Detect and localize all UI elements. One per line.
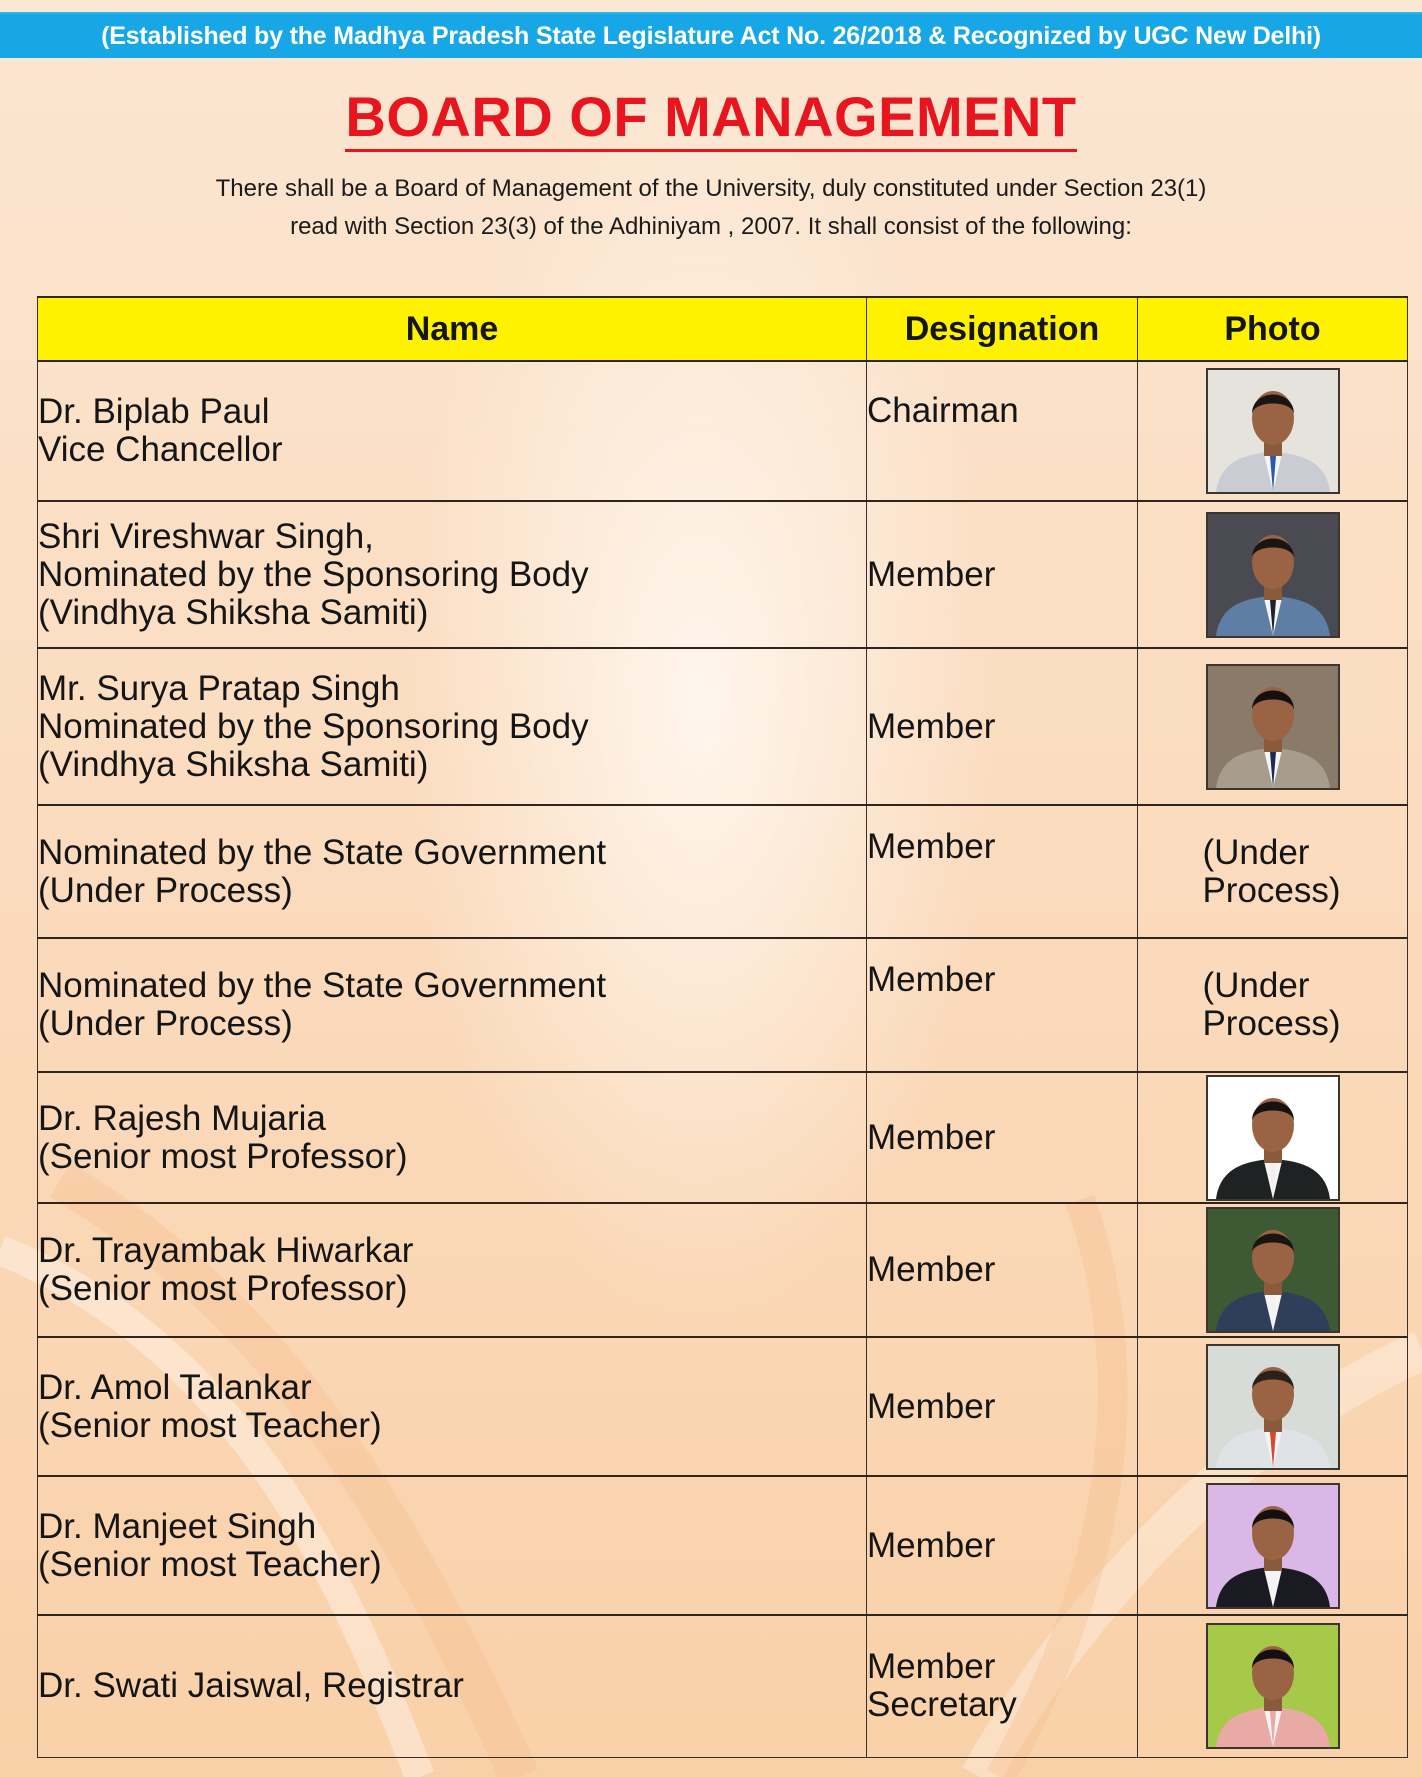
person-portrait-icon bbox=[1208, 1485, 1338, 1607]
intro-paragraph bbox=[100, 170, 1322, 246]
table-row bbox=[38, 1072, 1408, 1203]
table-row bbox=[38, 938, 1408, 1072]
member-photo-cell bbox=[1138, 1615, 1408, 1757]
member-name-cell bbox=[38, 1476, 867, 1615]
table-header-row bbox=[38, 297, 1408, 361]
member-photo-cell bbox=[1138, 938, 1408, 1072]
member-name: Dr. Rajesh Mujaria bbox=[38, 1098, 326, 1138]
member-photo bbox=[1206, 512, 1340, 638]
photo-status-text: (Under bbox=[1202, 832, 1310, 872]
board-table bbox=[37, 296, 1408, 1758]
member-designation: Member bbox=[867, 1250, 996, 1289]
table-row bbox=[38, 1337, 1408, 1476]
photo-under-process bbox=[1202, 967, 1340, 1043]
header-name: Name bbox=[38, 297, 867, 361]
photo-status-text: Process) bbox=[1202, 870, 1341, 910]
member-designation: Member bbox=[867, 960, 996, 999]
member-photo bbox=[1206, 1075, 1340, 1201]
intro-line-1: There shall be a Board of Management of the University, duly constituted under Section 23(1) bbox=[215, 175, 1207, 202]
member-designation: Member bbox=[867, 706, 996, 746]
member-designation-cell bbox=[867, 1337, 1138, 1476]
person-portrait-icon bbox=[1208, 370, 1338, 492]
person-portrait-icon bbox=[1208, 1077, 1338, 1199]
member-name-cell bbox=[38, 1337, 867, 1476]
member-photo bbox=[1206, 1483, 1340, 1609]
person-portrait-icon bbox=[1208, 666, 1338, 788]
member-photo bbox=[1206, 664, 1340, 790]
member-name-detail: Nominated by the Sponsoring Body bbox=[38, 554, 589, 594]
member-name: Dr. Swati Jaiswal, Registrar bbox=[38, 1666, 464, 1706]
member-name: Dr. Biplab Paul bbox=[38, 392, 270, 431]
table-row bbox=[38, 1476, 1408, 1615]
photo-status-text: (Under bbox=[1202, 966, 1310, 1005]
member-name-detail: (Senior most Professor) bbox=[38, 1269, 408, 1308]
header-designation: Designation bbox=[867, 297, 1138, 361]
member-designation: Chairman bbox=[867, 391, 1019, 430]
page-title-text: BOARD OF MANAGEMENT bbox=[345, 85, 1076, 152]
member-designation-cell bbox=[867, 805, 1138, 938]
member-name-cell bbox=[38, 938, 867, 1072]
member-name-cell bbox=[38, 1072, 867, 1203]
member-name: Dr. Trayambak Hiwarkar bbox=[38, 1231, 414, 1270]
member-photo-cell bbox=[1138, 1476, 1408, 1615]
member-name-cell bbox=[38, 1615, 867, 1757]
person-portrait-icon bbox=[1208, 1625, 1338, 1747]
page-title bbox=[0, 84, 1422, 149]
photo-status-text: Process) bbox=[1202, 1004, 1341, 1043]
member-designation-cell bbox=[867, 1476, 1138, 1615]
member-designation-cell bbox=[867, 1615, 1138, 1757]
member-designation: Member bbox=[867, 1117, 996, 1157]
table-row bbox=[38, 648, 1408, 805]
member-name: Nominated by the State Government bbox=[38, 966, 607, 1005]
member-photo-cell bbox=[1138, 501, 1408, 648]
member-designation-cell bbox=[867, 1072, 1138, 1203]
member-designation: Member bbox=[867, 1525, 996, 1565]
member-name-detail: (Under Process) bbox=[38, 1004, 293, 1043]
member-name: Nominated by the State Government bbox=[38, 832, 607, 872]
member-name-cell bbox=[38, 501, 867, 648]
person-portrait-icon bbox=[1208, 514, 1338, 636]
member-name: Mr. Surya Pratap Singh bbox=[38, 668, 400, 708]
member-photo-cell bbox=[1138, 361, 1408, 501]
member-photo bbox=[1206, 1623, 1340, 1749]
table-row bbox=[38, 501, 1408, 648]
person-portrait-icon bbox=[1208, 1209, 1338, 1331]
person-portrait-icon bbox=[1208, 1346, 1338, 1468]
intro-line-2: read with Section 23(3) of the Adhiniyam , 2007. It shall consist of the following: bbox=[290, 213, 1132, 240]
member-designation-cell bbox=[867, 361, 1138, 501]
member-designation: Member bbox=[867, 554, 996, 594]
member-name-detail: (Senior most Teacher) bbox=[38, 1544, 382, 1584]
member-designation: Member bbox=[867, 1386, 996, 1426]
member-name-cell bbox=[38, 361, 867, 501]
member-name-cell bbox=[38, 805, 867, 938]
member-name-detail: (Senior most Teacher) bbox=[38, 1405, 382, 1445]
member-name: Dr. Amol Talankar bbox=[38, 1367, 312, 1407]
table-body bbox=[38, 361, 1408, 1757]
table-row bbox=[38, 1203, 1408, 1337]
photo-under-process bbox=[1202, 834, 1340, 910]
member-photo-cell bbox=[1138, 648, 1408, 805]
member-photo-cell bbox=[1138, 805, 1408, 938]
table-row bbox=[38, 1615, 1408, 1757]
table-row bbox=[38, 805, 1408, 938]
member-name-detail: Vice Chancellor bbox=[38, 430, 283, 469]
member-name-cell bbox=[38, 648, 867, 805]
header-photo: Photo bbox=[1138, 297, 1408, 361]
member-photo-cell bbox=[1138, 1072, 1408, 1203]
member-designation-cell bbox=[867, 501, 1138, 648]
member-designation: Member bbox=[867, 827, 996, 866]
table-row bbox=[38, 361, 1408, 501]
member-designation-cell bbox=[867, 648, 1138, 805]
member-designation-cell bbox=[867, 1203, 1138, 1337]
member-name-detail: (Senior most Professor) bbox=[38, 1136, 408, 1176]
member-photo bbox=[1206, 1344, 1340, 1470]
member-name: Dr. Manjeet Singh bbox=[38, 1506, 317, 1546]
member-photo-cell bbox=[1138, 1337, 1408, 1476]
member-name-detail: (Vindhya Shiksha Samiti) bbox=[38, 744, 429, 784]
member-name-detail: (Vindhya Shiksha Samiti) bbox=[38, 592, 429, 632]
establishment-banner: (Established by the Madhya Pradesh State Legislature Act No. 26/2018 & Recognized by UGC New Delhi) bbox=[0, 12, 1422, 58]
member-photo bbox=[1206, 368, 1340, 494]
member-photo bbox=[1206, 1207, 1340, 1333]
member-designation: Secretary bbox=[867, 1685, 1017, 1725]
member-name-detail: (Under Process) bbox=[38, 870, 293, 910]
member-photo-cell bbox=[1138, 1203, 1408, 1337]
member-designation: Member bbox=[867, 1647, 996, 1687]
member-name: Shri Vireshwar Singh, bbox=[38, 516, 374, 556]
member-name-cell bbox=[38, 1203, 867, 1337]
member-designation-cell bbox=[867, 938, 1138, 1072]
member-name-detail: Nominated by the Sponsoring Body bbox=[38, 706, 589, 746]
